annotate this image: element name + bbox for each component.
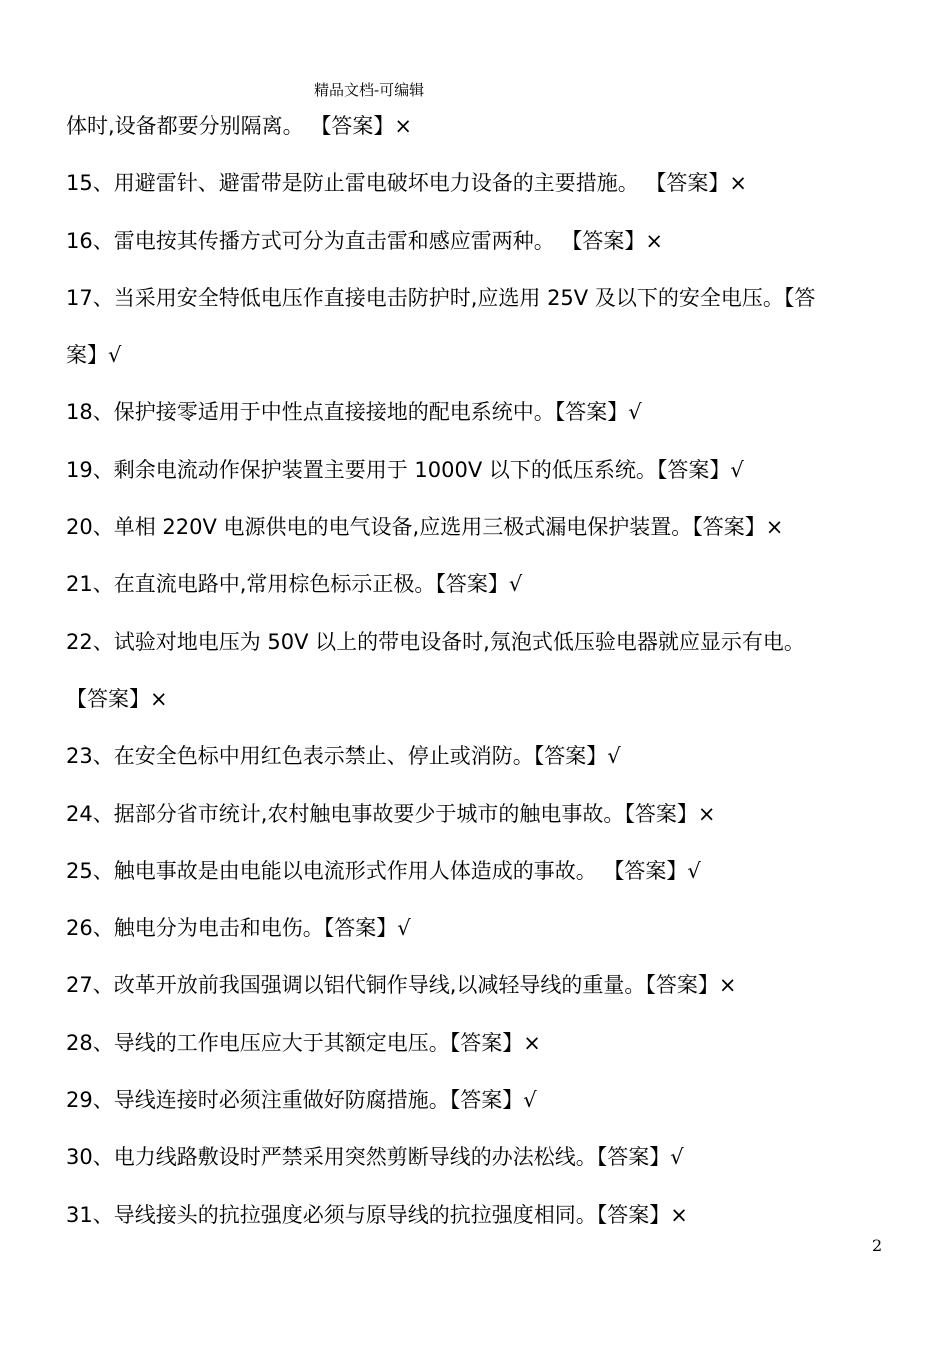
text-line: 【答案】× [66, 686, 168, 711]
text-line: 22、试验对地电压为 50V 以上的带电设备时,氖泡式低压验电器就应显示有电。 [66, 629, 805, 654]
text-line: 24、据部分省市统计,农村触电事故要少于城市的触电事故。【答案】× [66, 801, 716, 826]
text-line: 25、触电事故是由电能以电流形式作用人体造成的事故。 【答案】√ [66, 858, 701, 883]
text-line: 15、用避雷针、避雷带是防止雷电破坏电力设备的主要措施。 【答案】× [66, 171, 747, 196]
text-line: 21、在直流电路中,常用棕色标示正极。【答案】√ [66, 572, 523, 597]
text-line: 体时,设备都要分别隔离。 【答案】× [66, 114, 412, 138]
text-line: 19、剩余电流动作保护装置主要用于 1000V 以下的低压系统。【答案】√ [66, 457, 744, 482]
text-line: 26、触电分为电击和电伤。【答案】√ [66, 916, 411, 941]
page-number: 2 [872, 1236, 883, 1255]
text-line: 16、雷电按其传播方式可分为直击雷和感应雷两种。 【答案】× [66, 228, 663, 253]
text-line: 案】√ [66, 343, 122, 368]
text-line: 31、导线接头的抗拉强度必须与原导线的抗拉强度相同。【答案】× [66, 1202, 688, 1227]
text-line: 18、保护接零适用于中性点直接接地的配电系统中。【答案】√ [66, 400, 642, 425]
text-line: 23、在安全色标中用红色表示禁止、停止或消防。【答案】√ [66, 744, 621, 769]
text-line: 20、单相 220V 电源供电的电气设备,应选用三极式漏电保护装置。【答案】× [66, 515, 784, 540]
text-line: 30、电力线路敷设时严禁采用突然剪断导线的办法松线。【答案】√ [66, 1145, 684, 1170]
text-line: 29、导线连接时必须注重做好防腐措施。【答案】√ [66, 1088, 537, 1113]
document-header: 精品文档-可编辑 [314, 81, 425, 99]
text-line: 28、导线的工作电压应大于其额定电压。【答案】× [66, 1030, 541, 1055]
text-line: 27、改革开放前我国强调以铝代铜作导线,以减轻导线的重量。【答案】× [66, 973, 737, 998]
document-body [66, 98, 888, 1244]
text-line: 17、当采用安全特低电压作直接电击防护时,应选用 25V 及以下的安全电压。【答 [66, 285, 816, 310]
